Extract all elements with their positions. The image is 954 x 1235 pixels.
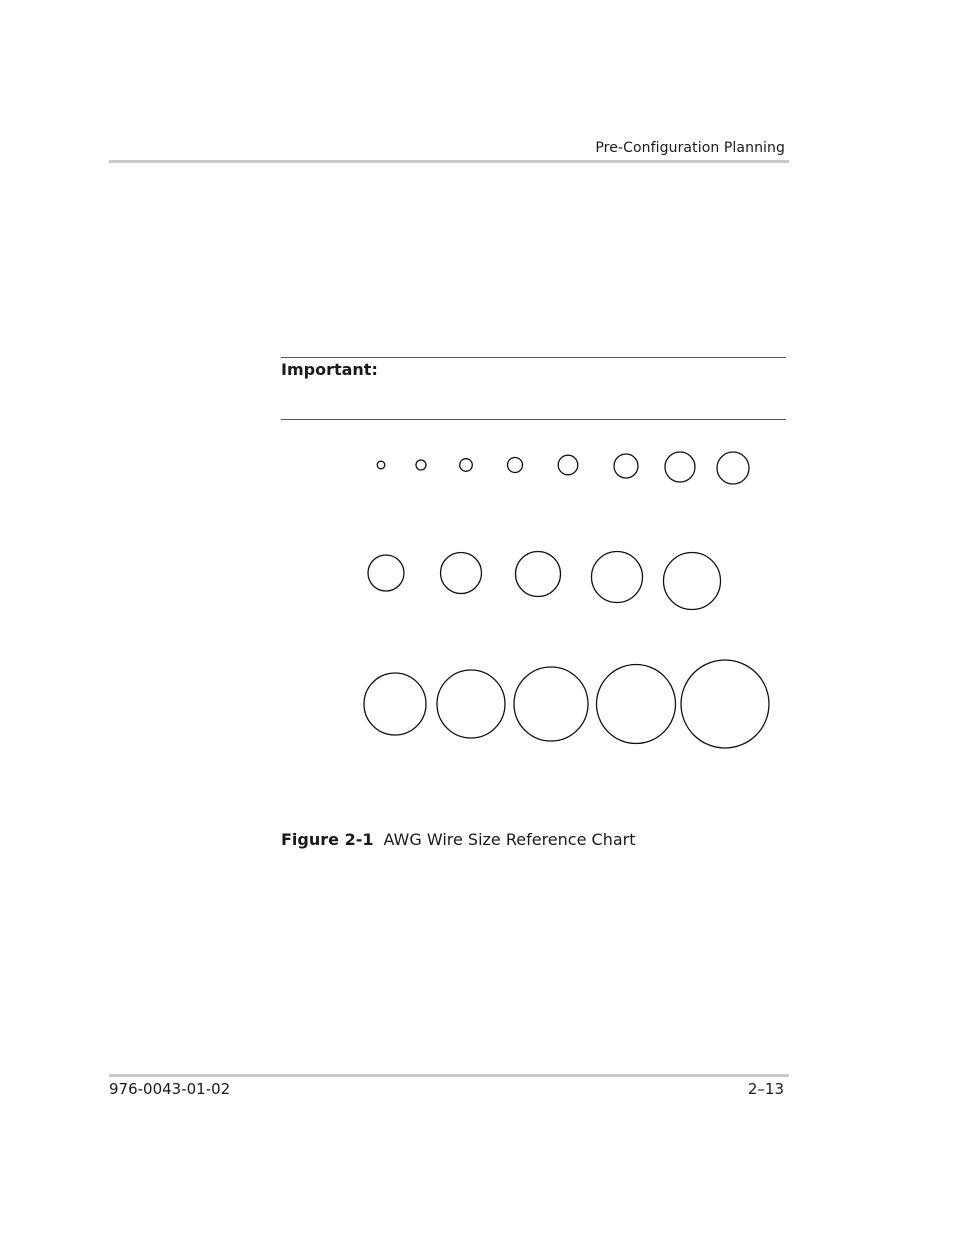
wire-circle xyxy=(597,665,676,744)
wire-circle xyxy=(665,452,695,482)
footer-rule xyxy=(109,1074,789,1077)
wire-circle xyxy=(368,555,404,591)
page-number: 2–13 xyxy=(747,1080,784,1098)
wire-circle xyxy=(664,553,721,610)
wire-circle xyxy=(516,552,561,597)
wire-circle xyxy=(416,460,426,470)
wire-circle xyxy=(508,458,523,473)
wire-circle xyxy=(514,667,588,741)
wire-circle xyxy=(460,459,473,472)
wire-circle xyxy=(717,452,749,484)
important-label: Important: xyxy=(281,360,378,379)
wire-circle xyxy=(681,660,769,748)
document-number: 976-0043-01-02 xyxy=(109,1080,231,1098)
wire-circle xyxy=(364,673,426,735)
figure-title: AWG Wire Size Reference Chart xyxy=(383,830,636,849)
wire-circle xyxy=(437,670,505,738)
wire-circle xyxy=(377,461,385,469)
wire-circle xyxy=(592,552,643,603)
wire-circle xyxy=(614,454,638,478)
running-header: Pre-Configuration Planning xyxy=(595,140,785,156)
wire-circle xyxy=(558,455,578,475)
wire-circle xyxy=(441,553,482,594)
figure-label: Figure 2-1 xyxy=(281,830,374,849)
figure-caption xyxy=(281,830,635,849)
